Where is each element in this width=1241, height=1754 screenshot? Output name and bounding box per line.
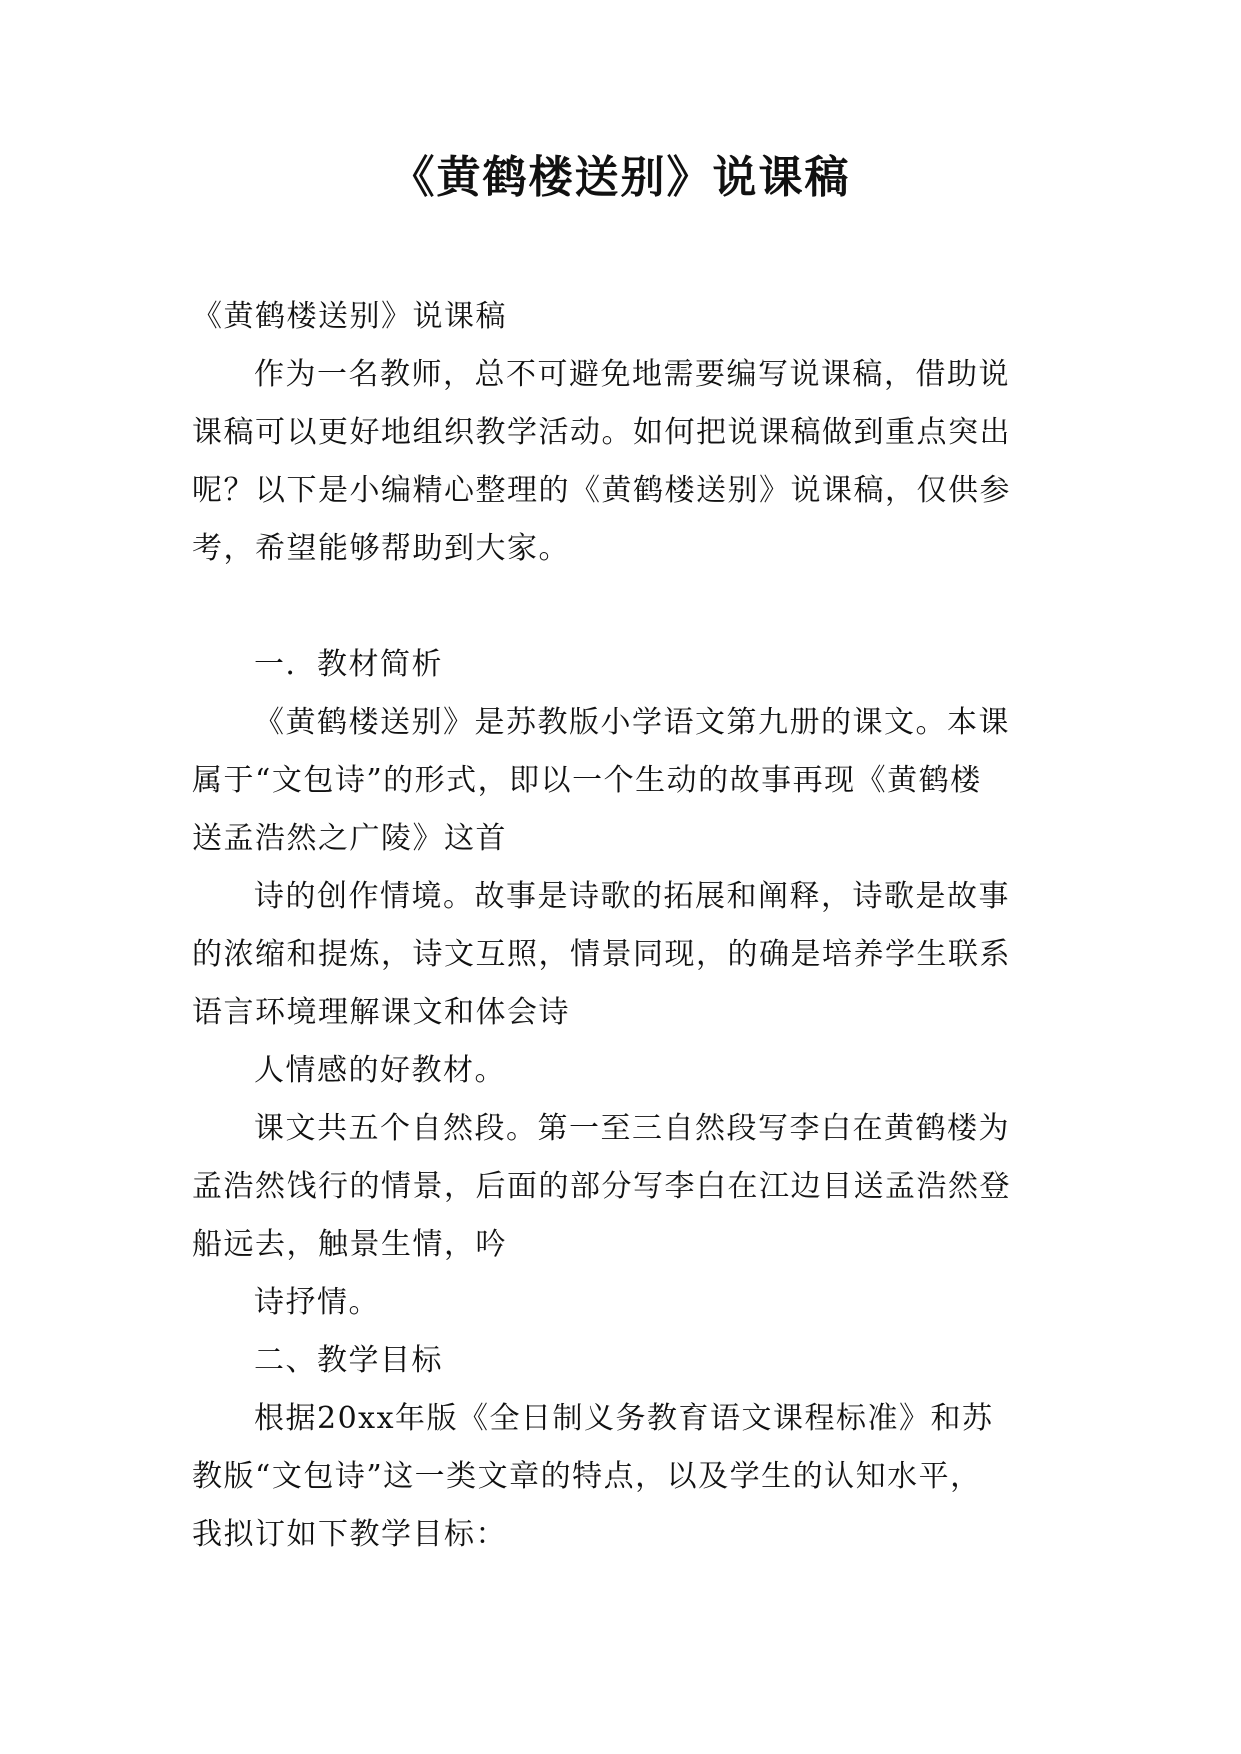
- text-line: 诗的创作情境。故事是诗歌的拓展和阐释，诗歌是故事: [254, 879, 1010, 914]
- text-line: 教版“文包诗”这一类文章的特点，以及学生的认知水平，: [192, 1459, 982, 1494]
- text-line: 属于“文包诗”的形式，即以一个生动的故事再现《黄鹤楼: [192, 763, 982, 798]
- blank-line: [192, 578, 1072, 636]
- document-title: 《黄鹤楼送别》说课稿: [390, 152, 851, 203]
- text-line: 考，希望能够帮助到大家。: [192, 531, 570, 566]
- text-line: 孟浩然饯行的情景，后面的部分写李白在江边目送孟浩然登: [192, 1169, 1011, 1204]
- text-line: 送孟浩然之广陵》这首: [192, 821, 507, 856]
- text-line: 我拟订如下教学目标：: [192, 1517, 507, 1552]
- text-line: 《黄鹤楼送别》说课稿: [192, 299, 507, 334]
- text-line: 一．教材简析: [254, 647, 443, 682]
- text-line: 人情感的好教材。: [254, 1053, 506, 1088]
- text-line: 呢？以下是小编精心整理的《黄鹤楼送别》说课稿，仅供参: [192, 473, 1011, 508]
- text-line: 根据20xx年版《全日制义务教育语文课程标准》和苏: [254, 1401, 994, 1436]
- text-line: 语言环境理解课文和体会诗: [192, 995, 570, 1030]
- text-line: 《黄鹤楼送别》是苏教版小学语文第九册的课文。本课: [254, 705, 1010, 740]
- text-line: 二、教学目标: [254, 1343, 443, 1378]
- text-line: 课文共五个自然段。第一至三自然段写李白在黄鹤楼为: [254, 1111, 1010, 1146]
- text-line: 船远去，触景生情，吟: [192, 1227, 507, 1262]
- text-line: 诗抒情。: [254, 1285, 380, 1320]
- text-line: 作为一名教师，总不可避免地需要编写说课稿，借助说: [254, 357, 1010, 392]
- document-body: [192, 288, 1072, 1564]
- text-line: 的浓缩和提炼，诗文互照，情景同现，的确是培养学生联系: [192, 937, 1011, 972]
- text-line: 课稿可以更好地组织教学活动。如何把说课稿做到重点突出: [192, 415, 1011, 450]
